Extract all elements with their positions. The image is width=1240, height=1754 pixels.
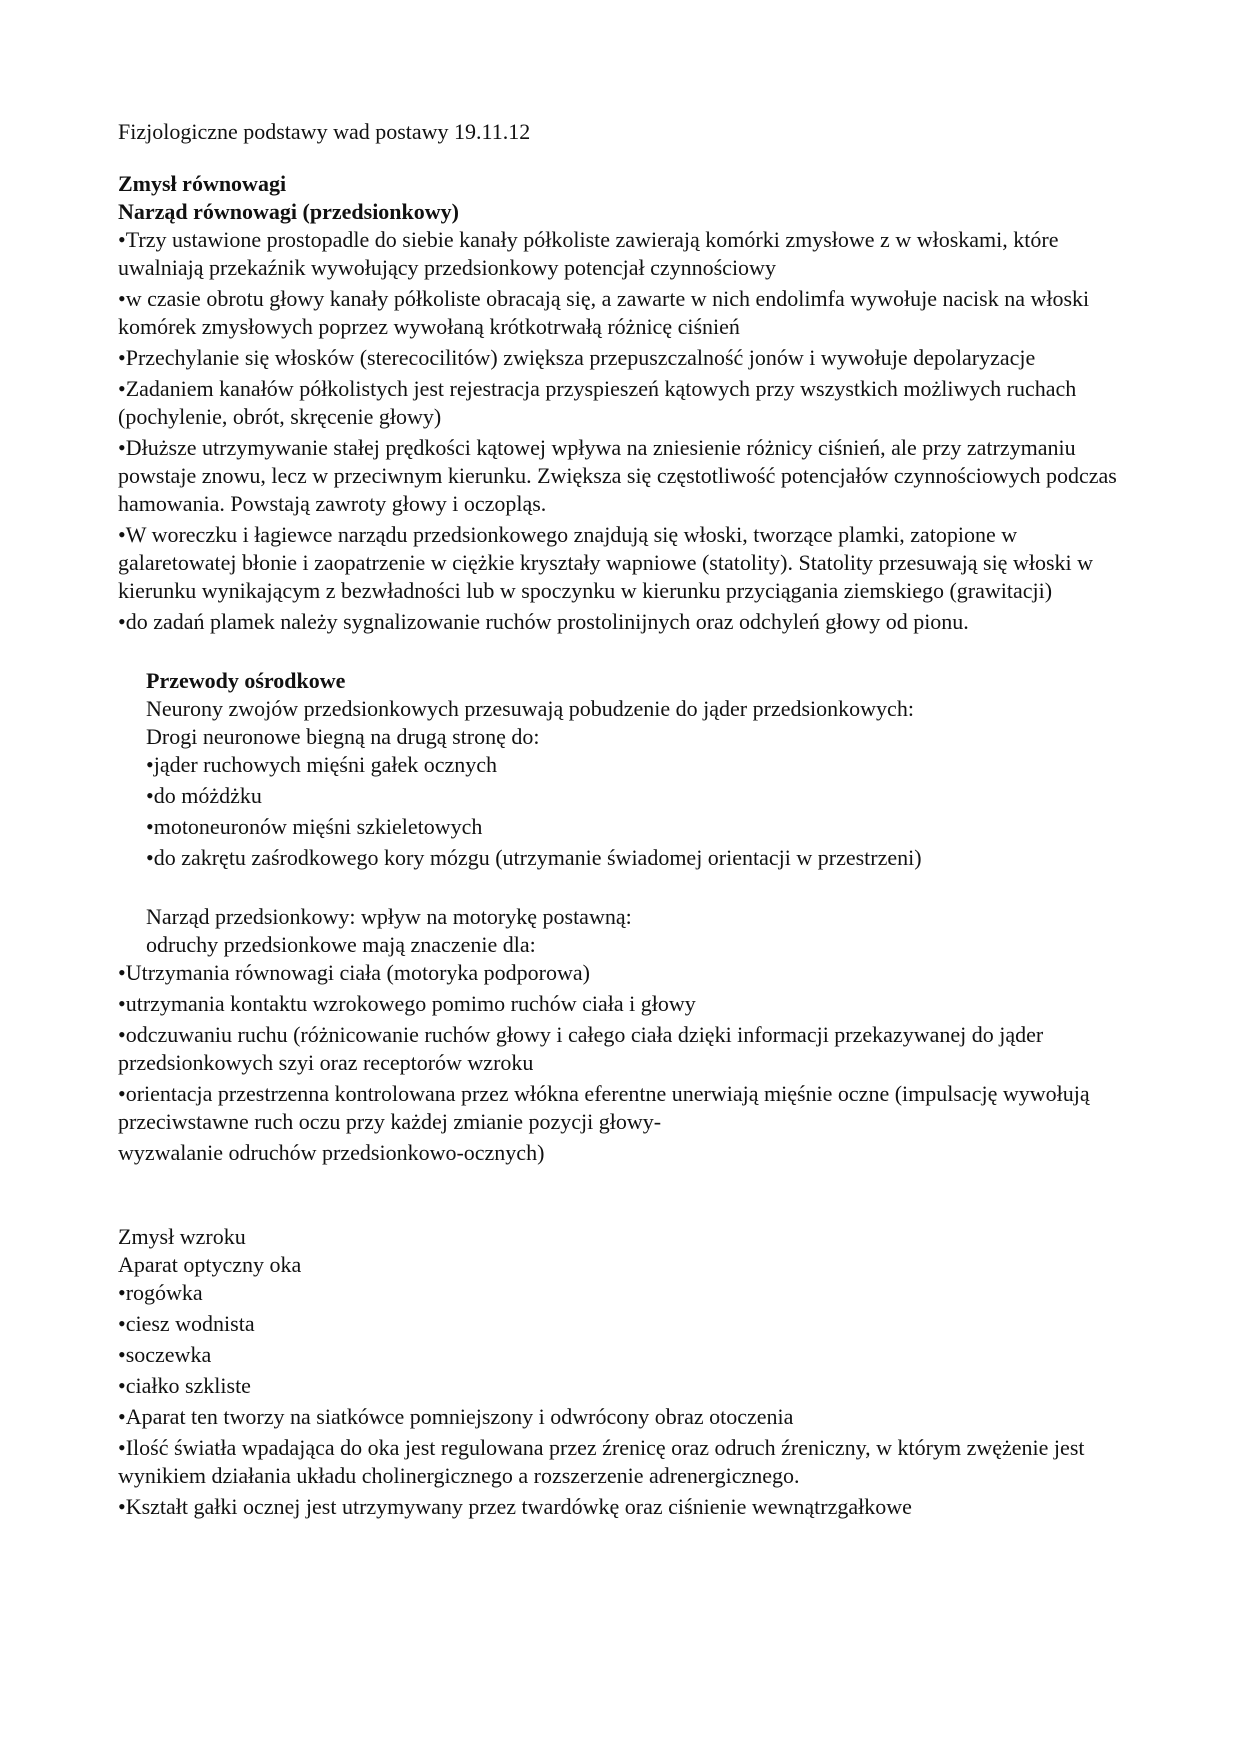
paragraph: Drogi neuronowe biegną na drugą stronę do:	[146, 724, 540, 749]
section-heading-vision: Zmysł wzroku	[118, 1224, 246, 1249]
section-subheading-optical-apparatus: Aparat optyczny oka	[118, 1252, 302, 1277]
list-item: •do móżdżku	[146, 783, 262, 808]
list-item: •odczuwaniu ruchu (różnicowanie ruchów głowy i całego ciała dzięki informacji przekazywanej do jąder przedsionkowych szyi oraz receptorów wzroku	[118, 1022, 1044, 1075]
list-item: •soczewka	[118, 1342, 212, 1367]
list-item: •Ilość światła wpadająca do oka jest regulowana przez źrenicę oraz odruch źreniczny, w którym zwężenie jest wynikiem działania układu cholinergicznego a rozszerzenie adrenergicznego.	[118, 1435, 1085, 1488]
section-heading-balance: Zmysł równowagi	[118, 171, 287, 196]
list-item: •w czasie obrotu głowy kanały półkoliste obracają się, a zawarte w nich endolimfa wywołuje nacisk na włoski komórek zmysłowych poprzez wywołaną krótkotrwałą różnicę ciśnień	[118, 286, 1090, 339]
list-item: •W woreczku i łagiewce narządu przedsionkowego znajdują się włoski, tworzące plamki, zatopione w galaretowatej błonie i zaopatrzenie w ciężkie kryształy wapniowe (statolity). Statolity przesuwają się włoski w kierunku wynikającym z bezwładności lub w spoczynku w kierunku przyciągania ziemskiego (grawitacji)	[118, 522, 1094, 603]
paragraph: Neurony zwojów przedsionkowych przesuwają pobudzenie do jąder przedsionkowych:	[146, 696, 914, 721]
list-item: •ciałko szkliste	[118, 1373, 251, 1398]
list-item: •Przechylanie się włosków (sterecocilitów) zwiększa przepuszczalność jonów i wywołuje depolaryzacje	[118, 345, 1036, 370]
vestibular-reflexes-list	[118, 959, 1128, 1136]
list-item: •Trzy ustawione prostopadle do siebie kanały półkoliste zawierają komórki zmysłowe z w włoskami, które uwalniają przekaźnik wywołujący przedsionkowy potencjał czynnościowy	[118, 227, 1059, 280]
central-pathways-block	[118, 667, 1128, 959]
list-item: •Zadaniem kanałów półkolistych jest rejestracja przyspieszeń kątowych przy wszystkich możliwych ruchach (pochylenie, obrót, skręcenie głowy)	[118, 376, 1077, 429]
list-item: •orientacja przestrzenna kontrolowana przez włókna eferentne unerwiają mięśnie oczne (impulsację wywołują przeciwstawne ruch oczu przy każdej zmianie pozycji głowy-	[118, 1081, 1090, 1134]
optical-apparatus-list	[118, 1279, 1128, 1521]
list-item: •do zadań plamek należy sygnalizowanie ruchów prostolinijnych oraz odchyleń głowy od pionu.	[118, 609, 969, 634]
list-item: •jąder ruchowych mięśni gałek ocznych	[146, 752, 498, 777]
paragraph: Narząd przedsionkowy: wpływ na motorykę postawną:	[146, 904, 632, 929]
vestibular-organ-list	[118, 226, 1128, 636]
list-item: •Utrzymania równowagi ciała (motoryka podporowa)	[118, 960, 590, 985]
list-item: •motoneuronów mięśni szkieletowych	[146, 814, 483, 839]
section-subheading-vestibular-organ: Narząd równowagi (przedsionkowy)	[118, 199, 459, 224]
list-item: •rogówka	[118, 1280, 203, 1305]
list-item: •utrzymania kontaktu wzrokowego pomimo ruchów ciała i głowy	[118, 991, 696, 1016]
list-item: •Aparat ten tworzy na siatkówce pomniejszony i odwrócony obraz otoczenia	[118, 1404, 794, 1429]
document-title: Fizjologiczne podstawy wad postawy 19.11.12	[118, 119, 531, 144]
section-heading-central-pathways: Przewody ośrodkowe	[146, 668, 346, 693]
list-item: •ciesz wodnista	[118, 1311, 255, 1336]
list-item: •do zakrętu zaśrodkowego kory mózgu (utrzymanie świadomej orientacji w przestrzeni)	[146, 845, 922, 870]
list-item: •Dłuższe utrzymywanie stałej prędkości kątowej wpływa na zniesienie różnicy ciśnień, ale przy zatrzymaniu powstaje znowu, lecz w przeciwnym kierunku. Zwiększa się częstotliwość potencjałów czynnościowych podczas hamowania. Powstają zawroty głowy i oczopląs.	[118, 435, 1117, 516]
paragraph: wyzwalanie odruchów przedsionkowo-ocznych)	[118, 1140, 545, 1165]
central-pathways-list	[146, 751, 1128, 872]
paragraph: odruchy przedsionkowe mają znaczenie dla:	[146, 932, 536, 957]
document-body	[118, 118, 1128, 1524]
list-item: •Kształt gałki ocznej jest utrzymywany przez twardówkę oraz ciśnienie wewnątrzgałkowe	[118, 1494, 912, 1519]
